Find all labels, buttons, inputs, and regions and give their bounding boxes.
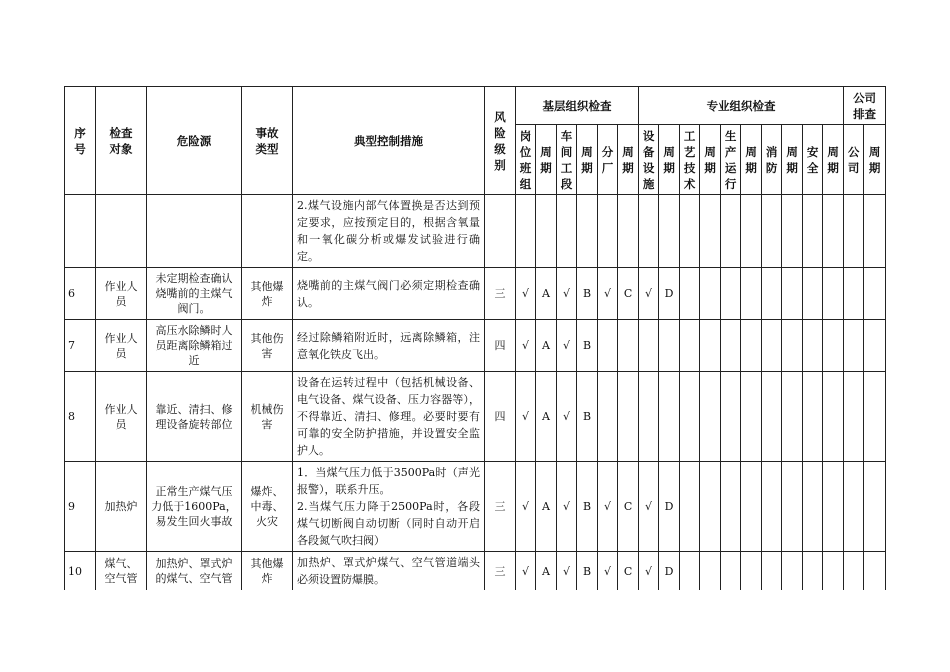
cell-check: √: [598, 268, 618, 320]
cell-check: A: [536, 462, 557, 552]
cell-check: D: [659, 552, 680, 591]
cell-check: [598, 195, 618, 268]
cell-check: [762, 372, 782, 462]
cell-check: [721, 552, 741, 591]
cell-accident: 其他爆炸: [242, 268, 293, 320]
subheader-cell: 周期: [864, 125, 886, 195]
subheader-cell: 安全: [803, 125, 823, 195]
cell-seq: 6: [65, 268, 96, 320]
cell-check: [844, 372, 864, 462]
cell-seq: [65, 195, 96, 268]
cell-check: [803, 372, 823, 462]
subheader-cell: 车间工段: [557, 125, 577, 195]
header-grassroots: 基层组织检查: [516, 87, 639, 125]
subheader-cell: 周期: [577, 125, 598, 195]
cell-check: √: [557, 552, 577, 591]
cell-check: B: [577, 462, 598, 552]
table-body: [65, 195, 886, 591]
table-row: [65, 268, 886, 320]
cell-hazard: 靠近、清扫、修理设备旋转部位: [147, 372, 242, 462]
header-hazard: 危险源: [147, 87, 242, 195]
cell-check: B: [577, 268, 598, 320]
cell-check: B: [577, 372, 598, 462]
subheader-cell: 周期: [823, 125, 844, 195]
table-row: [65, 320, 886, 372]
cell-hazard: 高压水除鳞时人员距离除鳞箱过近: [147, 320, 242, 372]
cell-check: √: [516, 372, 536, 462]
cell-check: [823, 195, 844, 268]
cell-check: √: [516, 268, 536, 320]
cell-check: √: [516, 552, 536, 591]
subheader-cell: 消防: [762, 125, 782, 195]
cell-check: √: [639, 268, 659, 320]
header-company: 公司排查: [844, 87, 886, 125]
subheader-cell: 周期: [659, 125, 680, 195]
cell-check: √: [516, 320, 536, 372]
cell-check: [577, 195, 598, 268]
cell-check: [803, 552, 823, 591]
cell-check: [700, 195, 721, 268]
cell-check: [516, 195, 536, 268]
cell-risk: 四: [485, 372, 516, 462]
cell-check: A: [536, 268, 557, 320]
cell-check: [844, 268, 864, 320]
cell-check: √: [557, 372, 577, 462]
cell-accident: 其他爆炸: [242, 552, 293, 591]
cell-seq: 10: [65, 552, 96, 591]
risk-control-table: [64, 86, 886, 590]
cell-seq: 7: [65, 320, 96, 372]
cell-check: [721, 195, 741, 268]
cell-check: √: [557, 462, 577, 552]
cell-check: [680, 320, 700, 372]
cell-check: [598, 320, 618, 372]
cell-check: C: [618, 552, 639, 591]
cell-check: √: [639, 552, 659, 591]
cell-accident: [242, 195, 293, 268]
subheader-cell: 设备设施: [639, 125, 659, 195]
subheader-cell: 分厂: [598, 125, 618, 195]
table-header: [65, 87, 886, 195]
cell-check: √: [598, 462, 618, 552]
cell-check: [741, 372, 762, 462]
subheader-cell: 工艺技术: [680, 125, 700, 195]
cell-measures: 经过除鳞箱附近时，远离除鳞箱，注意氧化铁皮飞出。: [293, 320, 485, 372]
cell-check: [680, 462, 700, 552]
cell-check: [823, 372, 844, 462]
cell-check: [680, 195, 700, 268]
cell-check: B: [577, 320, 598, 372]
subheader-cell: 周期: [741, 125, 762, 195]
cell-check: [844, 462, 864, 552]
cell-check: [803, 462, 823, 552]
cell-risk: [485, 195, 516, 268]
cell-check: √: [598, 552, 618, 591]
cell-accident: 其他伤害: [242, 320, 293, 372]
cell-check: [782, 320, 803, 372]
cell-target: 作业人员: [96, 372, 147, 462]
table-row: [65, 462, 886, 552]
cell-check: [700, 462, 721, 552]
cell-seq: 8: [65, 372, 96, 462]
header-accident: 事故类型: [242, 87, 293, 195]
cell-check: [721, 372, 741, 462]
cell-check: [864, 195, 886, 268]
subheader-cell: 生产运行: [721, 125, 741, 195]
cell-check: [823, 268, 844, 320]
cell-hazard: 正常生产煤气压力低于1600Pa，易发生回火事故: [147, 462, 242, 552]
cell-check: [762, 268, 782, 320]
cell-check: [618, 195, 639, 268]
cell-check: [680, 372, 700, 462]
cell-check: [639, 195, 659, 268]
cell-target: 作业人员: [96, 268, 147, 320]
cell-check: [762, 462, 782, 552]
cell-check: [659, 372, 680, 462]
cell-check: √: [516, 462, 536, 552]
cell-check: [782, 195, 803, 268]
cell-measures: 2.煤气设施内部气体置换是否达到预定要求，应按预定目的，根据含氧量和一氧化碳分析或爆发试验进行确定。: [293, 195, 485, 268]
cell-check: [700, 268, 721, 320]
cell-check: B: [577, 552, 598, 591]
cell-check: [721, 268, 741, 320]
header-risk: 风险级别: [485, 87, 516, 195]
cell-check: [618, 320, 639, 372]
cell-check: [741, 320, 762, 372]
cell-check: A: [536, 552, 557, 591]
subheader-cell: 周期: [536, 125, 557, 195]
cell-check: [864, 552, 886, 591]
cell-hazard: 加热炉、罩式炉的煤气、空气管: [147, 552, 242, 591]
table-row: [65, 372, 886, 462]
cell-check: [803, 195, 823, 268]
cell-check: √: [639, 462, 659, 552]
cell-check: [639, 320, 659, 372]
cell-check: [762, 320, 782, 372]
header-measures: 典型控制措施: [293, 87, 485, 195]
cell-target: [96, 195, 147, 268]
subheader-cell: 周期: [618, 125, 639, 195]
cell-check: [823, 552, 844, 591]
cell-check: [803, 320, 823, 372]
cell-check: [741, 268, 762, 320]
cell-check: [721, 462, 741, 552]
cell-check: [844, 195, 864, 268]
cell-check: [864, 320, 886, 372]
cell-hazard: 未定期检查确认烧嘴前的主煤气阀门。: [147, 268, 242, 320]
cell-check: [782, 268, 803, 320]
header-seq: 序号: [65, 87, 96, 195]
cell-check: [741, 462, 762, 552]
cell-check: [741, 552, 762, 591]
cell-check: [700, 372, 721, 462]
table-row: [65, 552, 886, 591]
subheader-cell: 岗位班组: [516, 125, 536, 195]
cell-check: [721, 320, 741, 372]
cell-check: C: [618, 268, 639, 320]
cell-check: [557, 195, 577, 268]
cell-check: [680, 268, 700, 320]
cell-check: [762, 195, 782, 268]
cell-check: [782, 462, 803, 552]
cell-accident: 机械伤害: [242, 372, 293, 462]
cell-check: D: [659, 462, 680, 552]
cell-check: [823, 320, 844, 372]
cell-seq: 9: [65, 462, 96, 552]
cell-check: [639, 372, 659, 462]
cell-risk: 三: [485, 462, 516, 552]
cell-check: [618, 372, 639, 462]
cell-check: [598, 372, 618, 462]
cell-risk: 四: [485, 320, 516, 372]
cell-check: D: [659, 268, 680, 320]
cell-check: [700, 552, 721, 591]
subheader-cell: 周期: [700, 125, 721, 195]
cell-check: [864, 462, 886, 552]
subheader-cell: 周期: [782, 125, 803, 195]
cell-check: √: [557, 268, 577, 320]
cell-check: [680, 552, 700, 591]
cell-check: [864, 372, 886, 462]
cell-target: 加热炉: [96, 462, 147, 552]
cell-measures: 烧嘴前的主煤气阀门必须定期检查确认。: [293, 268, 485, 320]
cell-check: [741, 195, 762, 268]
cell-risk: 三: [485, 552, 516, 591]
cell-measures: 加热炉、罩式炉煤气、空气管道端头必须设置防爆膜。: [293, 552, 485, 591]
table-row: [65, 195, 886, 268]
cell-measures: 设备在运转过程中（包括机械设备、电气设备、煤气设备、压力容器等），不得靠近、清扫、修理。必要时要有可靠的安全防护措施，并设置安全监护人。: [293, 372, 485, 462]
cell-check: [803, 268, 823, 320]
cell-risk: 三: [485, 268, 516, 320]
cell-check: √: [557, 320, 577, 372]
cell-hazard: [147, 195, 242, 268]
cell-check: A: [536, 372, 557, 462]
cell-target: 煤气、空气管: [96, 552, 147, 591]
cell-check: [536, 195, 557, 268]
cell-check: [823, 462, 844, 552]
cell-measures: 1．当煤气压力低于3500Pa时（声光报警），联系升压。 2.当煤气压力降于2500Pa时，各段煤气切断阀自动切断（同时自动开启各段氮气吹扫阀）: [293, 462, 485, 552]
cell-check: [844, 552, 864, 591]
cell-check: [782, 552, 803, 591]
subheader-cell: 公司: [844, 125, 864, 195]
cell-check: [844, 320, 864, 372]
cell-target: 作业人员: [96, 320, 147, 372]
cell-check: [659, 320, 680, 372]
cell-accident: 爆炸、中毒、火灾: [242, 462, 293, 552]
cell-check: [700, 320, 721, 372]
cell-check: [762, 552, 782, 591]
cell-check: [864, 268, 886, 320]
cell-check: [782, 372, 803, 462]
cell-check: C: [618, 462, 639, 552]
cell-check: A: [536, 320, 557, 372]
cell-check: [659, 195, 680, 268]
header-professional: 专业组织检查: [639, 87, 844, 125]
header-target: 检查对象: [96, 87, 147, 195]
